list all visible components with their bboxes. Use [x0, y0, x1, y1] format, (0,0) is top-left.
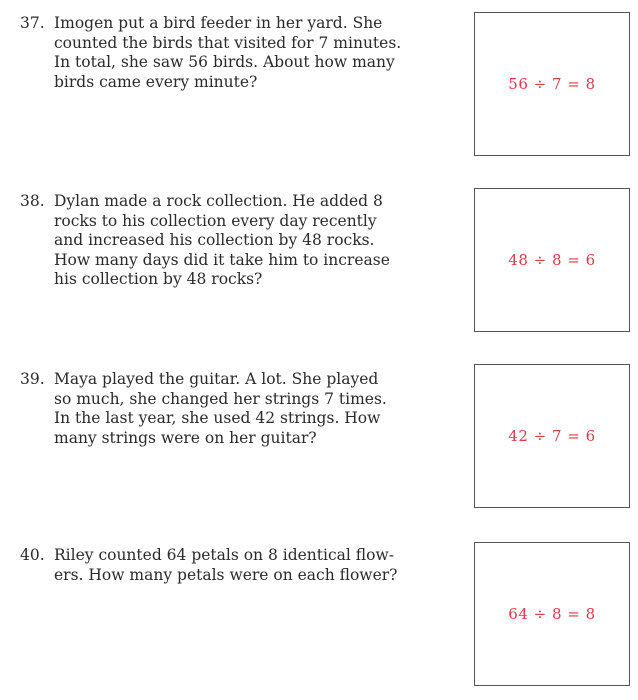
problem-text: Imogen put a bird feeder in her yard. She counted the birds that visited for 7 minutes. In total, she saw 56 birds. About how many birds came every minute?	[54, 14, 402, 91]
answer-text: 64 ÷ 8 = 8	[508, 605, 596, 623]
answer-box-40	[474, 542, 630, 686]
problem-number: 40.	[20, 546, 45, 564]
problem-text: Maya played the guitar. A lot. She played so much, she changed her strings 7 times. In the last year, she used 42 strings. How many strings were on her guitar?	[54, 370, 387, 447]
answer-text: 48 ÷ 8 = 6	[508, 251, 596, 269]
problem-text: Riley counted 64 petals on 8 identical flow- ers. How many petals were on each flower?	[54, 546, 398, 584]
problem-number: 39.	[20, 370, 45, 388]
answer-text: 56 ÷ 7 = 8	[508, 75, 596, 93]
problem-number: 38.	[20, 192, 45, 210]
answer-box-38	[474, 188, 630, 332]
answer-box-39	[474, 364, 630, 508]
problem-text: Dylan made a rock collection. He added 8 rocks to his collection every day recently and increased his collection by 48 rocks. How many days did it take him to increase his collection by 48 rocks?	[54, 192, 390, 288]
answer-text: 42 ÷ 7 = 6	[508, 427, 596, 445]
answer-box-37	[474, 12, 630, 156]
problem-number: 37.	[20, 14, 45, 32]
